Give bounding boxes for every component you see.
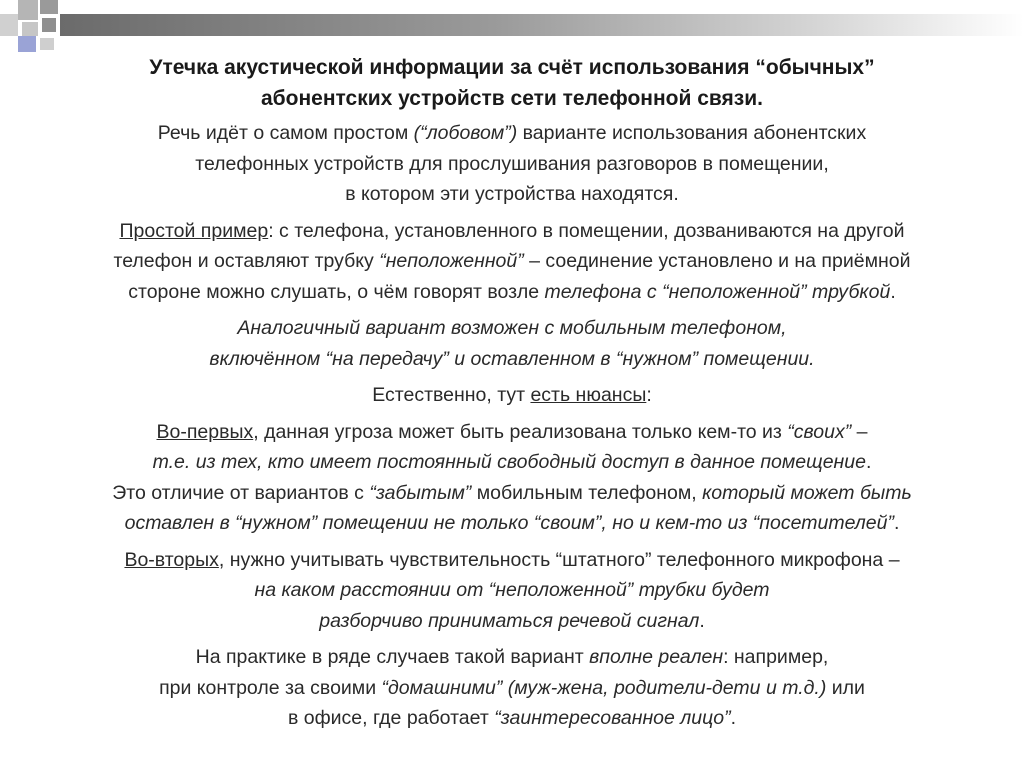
text-line: [30, 606, 994, 637]
text-italic: “своих”: [787, 420, 852, 443]
text: : например,: [723, 646, 829, 668]
text-line: в котором эти устройства находятся.: [345, 183, 679, 205]
text: :: [646, 384, 652, 406]
text-line: [30, 447, 994, 478]
text: Естественно, тут: [372, 384, 531, 406]
text: .: [893, 512, 900, 534]
text-underlined: Простой пример: [119, 219, 269, 242]
text: телефон и оставляют трубку: [113, 250, 380, 272]
paragraph-practice: [30, 642, 994, 734]
text: .: [730, 707, 737, 729]
text: , нужно учитывать чувствительность “штатного” телефонного микрофона –: [218, 548, 900, 571]
text: Это отличие от вариантов с: [112, 481, 370, 504]
text-italic: “домашними” (муж-жена, родители-дети и т.д.): [381, 676, 827, 699]
text: .: [865, 451, 872, 473]
text-italic: телефона с “неположенной” трубкой: [544, 280, 891, 303]
text-italic: оставлен в “нужном” помещении не только “своим”, но и кем-то из “посетителей”: [124, 512, 894, 534]
text-line: [30, 642, 994, 673]
paragraph-firstly: [30, 417, 994, 539]
header-gradient-bar: [60, 14, 1024, 36]
text: в офисе, где работает: [287, 707, 495, 729]
title-line-1: Утечка акустической информации за счёт использования “обычных”: [149, 56, 875, 79]
text-line: [30, 703, 994, 734]
text: при контроле за своими: [159, 676, 382, 699]
text-italic: (“лобовом”): [413, 122, 518, 144]
text-italic: т.е. из тех, кто имеет постоянный свободный доступ в данное помещение: [152, 451, 866, 473]
text-line: [30, 118, 994, 149]
slide-title: [40, 52, 984, 114]
text-line: [30, 478, 994, 509]
text: –: [851, 420, 868, 443]
paragraph-secondly: [30, 545, 994, 637]
text: стороне можно слушать, о чём говорят возле: [128, 280, 545, 303]
slide-body: [30, 118, 994, 740]
deco-square-blue: [18, 36, 36, 52]
text: : с телефона, установленного в помещении, дозваниваются на другой: [268, 219, 905, 242]
text-italic: который может быть: [702, 481, 912, 504]
deco-square: [22, 22, 38, 36]
text-underlined: Во-первых: [156, 420, 254, 443]
paragraph-nuances: [30, 380, 994, 411]
text: , данная угроза может быть реализована только кем-то из: [253, 420, 788, 443]
deco-square: [18, 0, 38, 20]
text: .: [890, 280, 896, 303]
text: варианте использования абонентских: [517, 122, 867, 144]
text: – соединение установлено и на приёмной: [523, 250, 911, 272]
text: или: [826, 676, 865, 699]
text: Речь идёт о самом простом: [157, 122, 414, 144]
text-line: [30, 216, 994, 247]
paragraph-simple-example: [30, 216, 994, 308]
text-italic: разборчиво приниматься речевой сигнал: [319, 609, 700, 632]
text-line: [30, 277, 994, 308]
text-line: [30, 508, 994, 539]
text-line: [30, 673, 994, 704]
text-line: [30, 380, 994, 411]
text-line: [30, 545, 994, 576]
text: мобильным телефоном,: [471, 481, 703, 504]
deco-square: [0, 14, 18, 36]
paragraph-mobile-variant: [30, 313, 994, 374]
text-line: на каком расстоянии от “неположенной” трубки будет: [254, 579, 770, 601]
text-italic: “заинтересованное лицо”: [494, 707, 731, 729]
deco-square: [42, 18, 56, 32]
header-decoration: [0, 0, 1024, 60]
text-line: включённом “на передачу” и оставленном в “нужном” помещении.: [209, 347, 815, 370]
text-line: [30, 417, 994, 448]
deco-square: [40, 38, 54, 50]
text-underlined: Во-вторых: [124, 548, 219, 571]
text-italic: вполне реален: [589, 646, 724, 668]
paragraph-intro: [30, 118, 994, 210]
text-italic: “неположенной”: [379, 250, 524, 272]
text-line: [30, 246, 994, 277]
text-line: Аналогичный вариант возможен с мобильным телефоном,: [237, 317, 787, 339]
text-underlined: есть нюансы: [530, 384, 647, 406]
text: На практике в ряде случаев такой вариант: [195, 646, 590, 668]
deco-square: [40, 0, 58, 14]
text-line: телефонных устройств для прослушивания разговоров в помещении,: [195, 152, 829, 175]
text-italic: “забытым”: [369, 481, 472, 504]
title-line-2: абонентских устройств сети телефонной связи.: [261, 87, 763, 110]
text: .: [699, 609, 705, 632]
